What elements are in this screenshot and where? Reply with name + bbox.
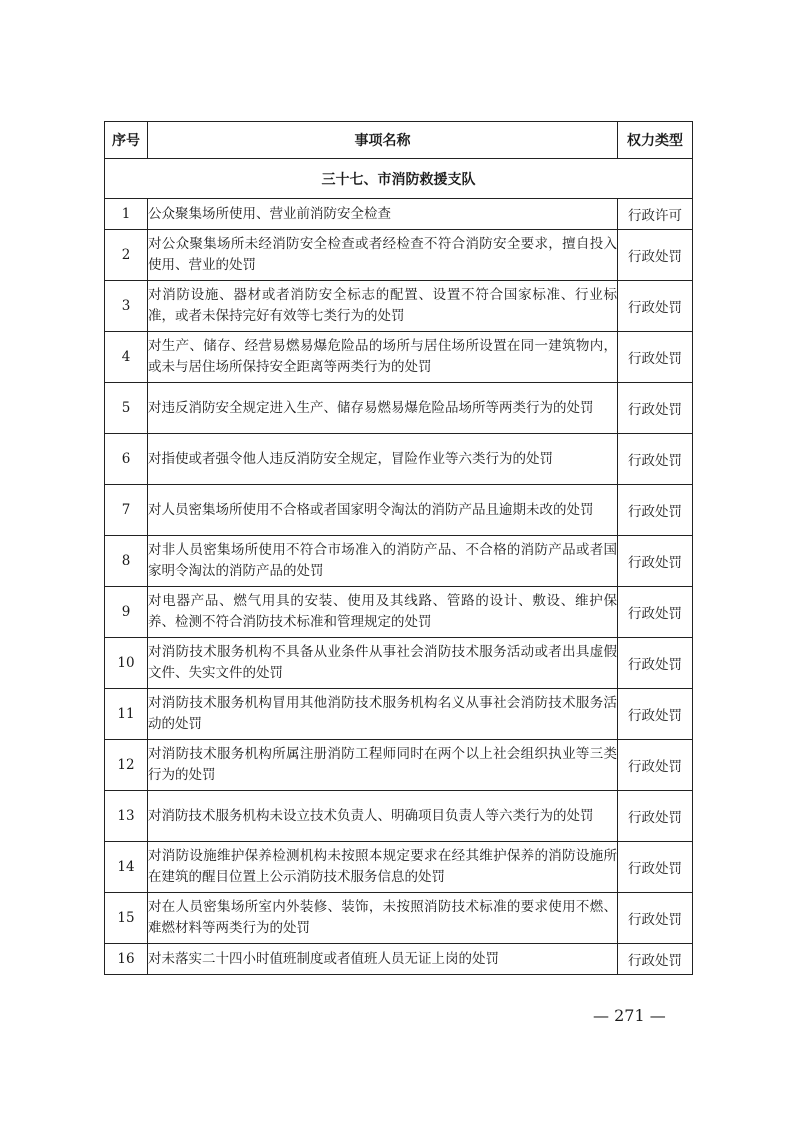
row-type: 行政处罚: [618, 740, 693, 791]
row-type: 行政处罚: [618, 434, 693, 485]
page-number: — 271 —: [593, 1006, 666, 1025]
table-row: [105, 230, 693, 281]
row-name: 公众聚集场所使用、营业前消防安全检查: [148, 199, 618, 230]
row-type: 行政处罚: [618, 383, 693, 434]
row-name: 对非人员密集场所使用不符合市场准入的消防产品、不合格的消防产品或者国家明令淘汰的消防产品的处罚: [148, 536, 618, 587]
row-name: 对生产、储存、经营易燃易爆危险品的场所与居住场所设置在同一建筑物内，或未与居住场所保持安全距离等两类行为的处罚: [148, 332, 618, 383]
row-type: 行政处罚: [618, 230, 693, 281]
row-type: 行政处罚: [618, 281, 693, 332]
row-type: 行政处罚: [618, 842, 693, 893]
row-seq: 11: [105, 689, 148, 740]
row-type: 行政处罚: [618, 587, 693, 638]
row-seq: 6: [105, 434, 148, 485]
table-row: [105, 536, 693, 587]
row-name: 对未落实二十四小时值班制度或者值班人员无证上岗的处罚: [148, 944, 618, 975]
row-type: 行政处罚: [618, 485, 693, 536]
section-title: 三十七、市消防救援支队: [105, 159, 693, 199]
row-seq: 12: [105, 740, 148, 791]
table-row: [105, 332, 693, 383]
row-name: 对违反消防安全规定进入生产、储存易燃易爆危险品场所等两类行为的处罚: [148, 383, 618, 434]
table-row: [105, 944, 693, 975]
row-seq: 1: [105, 199, 148, 230]
header-name: 事项名称: [148, 122, 618, 159]
row-seq: 10: [105, 638, 148, 689]
row-seq: 9: [105, 587, 148, 638]
table-row: [105, 434, 693, 485]
row-type: 行政处罚: [618, 536, 693, 587]
row-seq: 4: [105, 332, 148, 383]
row-name: 对消防技术服务机构不具备从业条件从事社会消防技术服务活动或者出具虚假文件、失实文件的处罚: [148, 638, 618, 689]
row-type: 行政处罚: [618, 332, 693, 383]
table-row: [105, 638, 693, 689]
row-type: 行政处罚: [618, 638, 693, 689]
row-name: 对在人员密集场所室内外装修、装饰，未按照消防技术标准的要求使用不燃、难燃材料等两类行为的处罚: [148, 893, 618, 944]
table-header-row: [105, 122, 693, 159]
power-list-table: [104, 121, 693, 975]
table-row: [105, 587, 693, 638]
row-seq: 8: [105, 536, 148, 587]
table-row: [105, 740, 693, 791]
table-row: [105, 485, 693, 536]
row-seq: 3: [105, 281, 148, 332]
header-type: 权力类型: [618, 122, 693, 159]
row-name: 对指使或者强令他人违反消防安全规定，冒险作业等六类行为的处罚: [148, 434, 618, 485]
header-seq: 序号: [105, 122, 148, 159]
row-type: 行政许可: [618, 199, 693, 230]
row-type: 行政处罚: [618, 893, 693, 944]
row-seq: 14: [105, 842, 148, 893]
table-row: [105, 383, 693, 434]
table-row: [105, 842, 693, 893]
row-seq: 15: [105, 893, 148, 944]
row-seq: 5: [105, 383, 148, 434]
row-name: 对消防设施、器材或者消防安全标志的配置、设置不符合国家标准、行业标准，或者未保持完好有效等七类行为的处罚: [148, 281, 618, 332]
row-type: 行政处罚: [618, 944, 693, 975]
row-type: 行政处罚: [618, 689, 693, 740]
row-type: 行政处罚: [618, 791, 693, 842]
table-row: [105, 689, 693, 740]
row-name: 对消防技术服务机构冒用其他消防技术服务机构名义从事社会消防技术服务活动的处罚: [148, 689, 618, 740]
row-seq: 13: [105, 791, 148, 842]
row-name: 对人员密集场所使用不合格或者国家明令淘汰的消防产品且逾期未改的处罚: [148, 485, 618, 536]
row-seq: 7: [105, 485, 148, 536]
row-name: 对消防设施维护保养检测机构未按照本规定要求在经其维护保养的消防设施所在建筑的醒目位置上公示消防技术服务信息的处罚: [148, 842, 618, 893]
table-row: [105, 281, 693, 332]
table-row: [105, 893, 693, 944]
row-name: 对消防技术服务机构未设立技术负责人、明确项目负责人等六类行为的处罚: [148, 791, 618, 842]
table-row: [105, 199, 693, 230]
row-name: 对公众聚集场所未经消防安全检查或者经检查不符合消防安全要求，擅自投入使用、营业的处罚: [148, 230, 618, 281]
row-name: 对消防技术服务机构所属注册消防工程师同时在两个以上社会组织执业等三类行为的处罚: [148, 740, 618, 791]
row-seq: 2: [105, 230, 148, 281]
row-seq: 16: [105, 944, 148, 975]
row-name: 对电器产品、燃气用具的安装、使用及其线路、管路的设计、敷设、维护保养、检测不符合消防技术标准和管理规定的处罚: [148, 587, 618, 638]
section-row: [105, 159, 693, 199]
table-row: [105, 791, 693, 842]
